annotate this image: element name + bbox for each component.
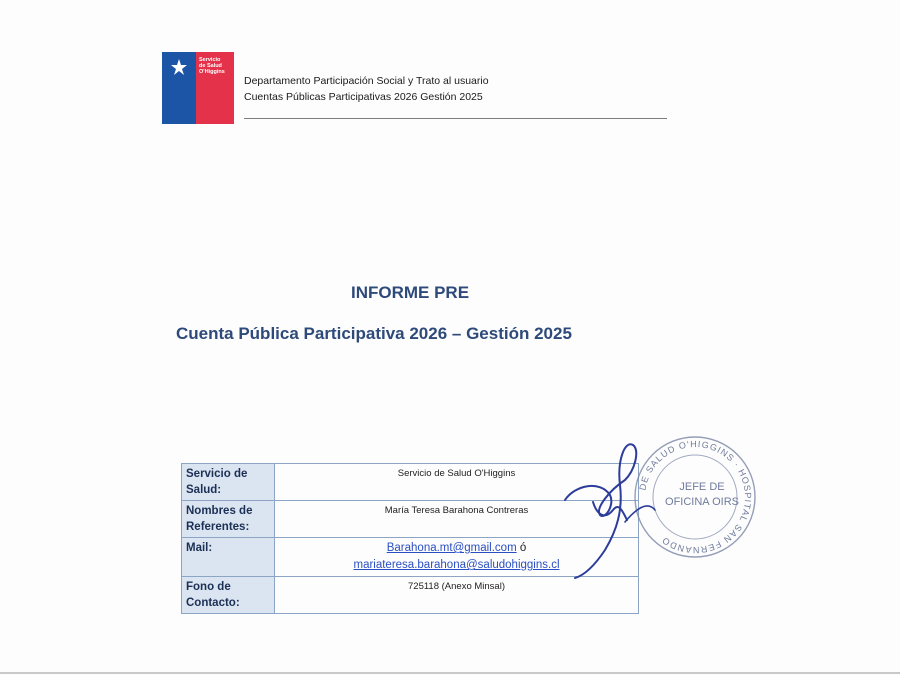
ministry-logo [162,52,234,124]
referents-label: Nombres de Referentes: [182,501,275,538]
header-divider [244,118,667,119]
service-label: Servicio de Salud: [182,464,275,501]
header-subtitle: Cuentas Públicas Participativas 2026 Gestión 2025 [244,91,483,103]
service-value: Servicio de Salud O'Higgins [275,464,639,501]
page-bottom-edge [0,672,900,674]
table-row [182,577,639,614]
report-title: INFORME PRE [350,283,470,302]
stamp-line-1: JEFE DE [679,481,725,493]
logo-text: Servicio de Salud O'Higgins [199,57,225,76]
stamp-ring-text: DE SALUD O'HIGGINS · HOSPITAL SAN FERNANDO [637,438,754,556]
logo-red-panel [196,52,234,124]
report-subtitle: Cuenta Pública Participativa 2026 – Gestión 2025 [176,324,572,343]
phone-label: Fono de Contacto: [182,577,275,614]
phone-value: 725118 (Anexo Minsal) [275,577,639,614]
header-text [244,73,489,105]
department-name: Departamento Participación Social y Trato al usuario [244,75,489,87]
mail-link-2[interactable]: mariateresa.barahona@saludohiggins.cl [353,559,560,571]
mail-link-1[interactable]: Barahona.mt@gmail.com [386,542,517,554]
logo-blue-panel [162,52,196,124]
stamp-line-2: OFICINA OIRS [665,496,739,508]
signature-mark [555,440,675,580]
mail-connector: ó [516,542,527,554]
shield-icon [168,58,190,76]
mail-label: Mail: [182,538,275,577]
referents-value: María Teresa Barahona Contreras [275,501,639,538]
